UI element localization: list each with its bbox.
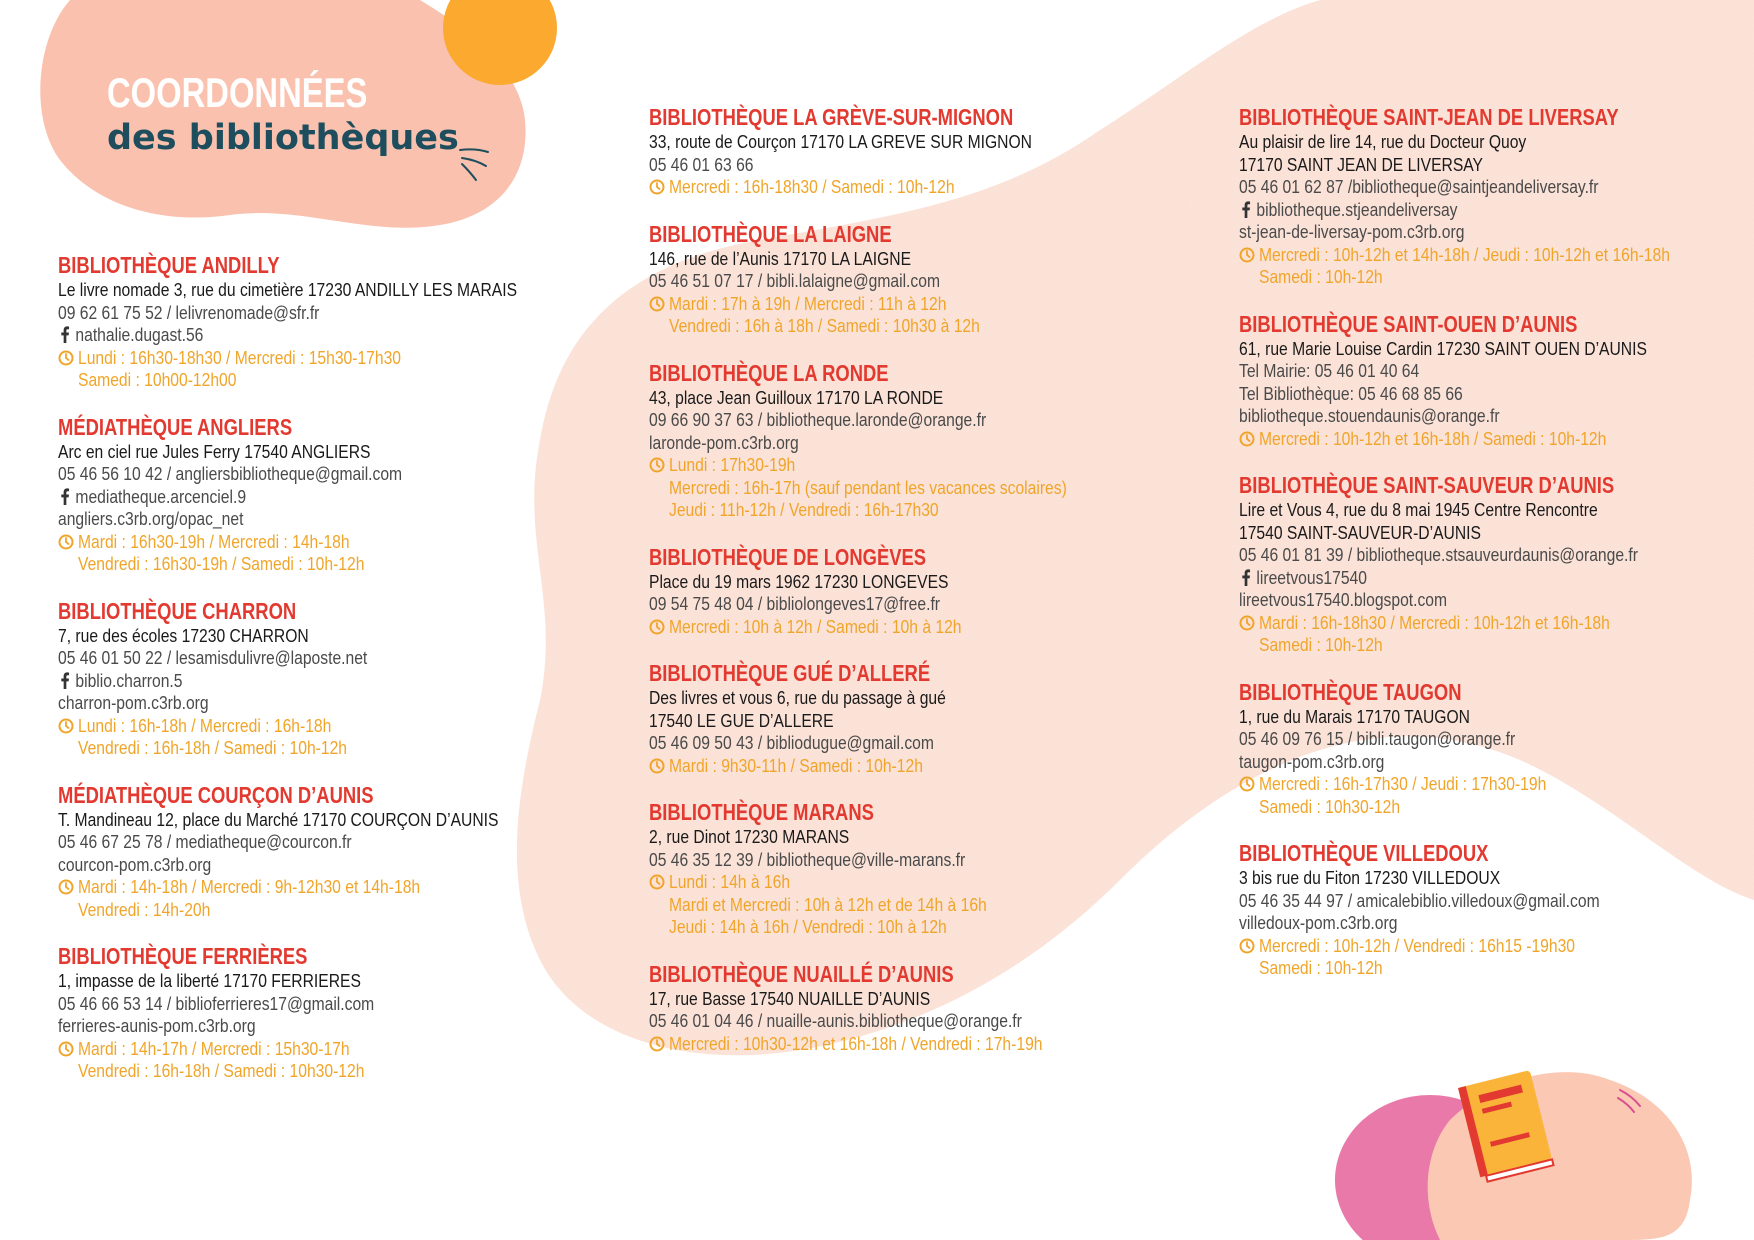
facebook-icon <box>60 672 70 689</box>
clock-icon <box>58 534 74 550</box>
opening-hours <box>649 616 1209 639</box>
opening-hours <box>1239 935 1754 980</box>
library-website[interactable]: ferrieres-aunis-pom.c3rb.org <box>58 1016 256 1036</box>
library-contact: 05 46 09 50 43 / bibliodugue@gmail.com <box>649 733 934 753</box>
clock-icon <box>649 457 665 473</box>
library-entry <box>1239 471 1754 657</box>
facebook-icon <box>1241 201 1251 218</box>
clock-icon <box>58 879 74 895</box>
facebook-link[interactable] <box>58 324 636 347</box>
clock-icon <box>649 296 665 312</box>
library-name: BIBLIOTHÈQUE LA GRÈVE-SUR-MIGNON <box>649 104 1014 130</box>
opening-hours <box>58 715 618 760</box>
opening-hours <box>649 176 1209 199</box>
hours-line: Mercredi : 16h-18h30 / Samedi : 10h-12h <box>669 177 955 197</box>
facebook-link[interactable] <box>1239 199 1754 222</box>
library-name: MÉDIATHÈQUE ANGLIERS <box>58 413 293 440</box>
library-entry <box>58 781 618 922</box>
library-contact: Tel Mairie: 05 46 01 40 64 <box>1239 361 1420 381</box>
library-column-3 <box>1239 103 1754 1001</box>
library-name: BIBLIOTHÈQUE TAUGON <box>1239 678 1462 705</box>
library-name: BIBLIOTHÈQUE SAINT-JEAN DE LIVERSAY <box>1239 104 1619 130</box>
facebook-icon <box>60 326 70 343</box>
library-address: 17170 SAINT JEAN DE LIVERSAY <box>1239 154 1484 175</box>
library-name: BIBLIOTHÈQUE FERRIÈRES <box>58 943 308 969</box>
facebook-handle: biblio.charron.5 <box>75 670 183 691</box>
library-name: BIBLIOTHÈQUE LA RONDE <box>649 359 889 386</box>
opening-hours <box>649 755 1209 778</box>
hours-line: Mardi : 14h-17h / Mercredi : 15h30-17h <box>78 1038 350 1059</box>
hours-line: Jeudi : 14h à 16h / Vendredi : 10h à 12h <box>669 917 947 937</box>
clock-icon <box>1239 615 1255 631</box>
opening-hours <box>1239 773 1754 818</box>
hours-line: Vendredi : 16h-18h / Samedi : 10h30-12h <box>78 1061 365 1081</box>
library-entry <box>58 251 618 392</box>
hours-line: Mercredi : 10h-12h / Vendredi : 16h15 -19h30 <box>1259 935 1576 956</box>
library-name: BIBLIOTHÈQUE CHARRON <box>58 597 297 624</box>
library-entry <box>1239 103 1754 289</box>
hours-line: Mardi : 14h-18h / Mercredi : 9h-12h30 et 14h-18h <box>78 877 421 897</box>
hours-line: Mercredi : 10h à 12h / Samedi : 10h à 12h <box>669 616 962 637</box>
clock-icon <box>1239 247 1255 263</box>
hours-line: Samedi : 10h-12h <box>1259 958 1383 978</box>
page-title: COORDONNÉES <box>107 69 368 116</box>
library-website[interactable]: villedoux-pom.c3rb.org <box>1239 913 1398 933</box>
library-address: Place du 19 mars 1962 17230 LONGEVES <box>649 571 949 592</box>
opening-hours <box>58 1038 618 1083</box>
library-address: 17540 SAINT-SAUVEUR-D’AUNIS <box>1239 522 1481 543</box>
hours-line: Mercredi : 10h30-12h et 16h-18h / Vendredi : 17h-19h <box>669 1033 1043 1054</box>
library-address: Au plaisir de lire 14, rue du Docteur Quoy <box>1239 132 1527 152</box>
library-address: Le livre nomade 3, rue du cimetière 17230 ANDILLY LES MARAIS <box>58 280 518 300</box>
clock-icon <box>1239 776 1255 792</box>
library-name: BIBLIOTHÈQUE DE LONGÈVES <box>649 543 927 570</box>
hours-line: Mardi : 16h30-19h / Mercredi : 14h-18h <box>78 531 350 552</box>
library-website[interactable]: angliers.c3rb.org/opac_net <box>58 509 244 529</box>
library-website[interactable]: laronde-pom.c3rb.org <box>649 432 799 453</box>
library-name: MÉDIATHÈQUE COURÇON D’AUNIS <box>58 781 374 808</box>
library-contact: 05 46 56 10 42 / angliersbibliotheque@gmail.com <box>58 464 403 484</box>
library-website[interactable]: courcon-pom.c3rb.org <box>58 854 212 875</box>
library-address: 1, rue du Marais 17170 TAUGON <box>1239 706 1470 727</box>
library-entry <box>649 220 1209 338</box>
clock-icon <box>58 1041 74 1057</box>
library-address: 17, rue Basse 17540 NUAILLE D’AUNIS <box>649 988 931 1009</box>
clock-icon <box>1239 938 1255 954</box>
opening-hours <box>1239 428 1754 451</box>
opening-hours <box>1239 612 1754 657</box>
opening-hours <box>649 1033 1209 1056</box>
library-name: BIBLIOTHÈQUE LA LAIGNE <box>649 220 892 247</box>
hours-line: Samedi : 10h-12h <box>1259 635 1383 655</box>
clock-icon <box>649 874 665 890</box>
hours-line: Mercredi : 16h-17h (sauf pendant les vacances scolaires) <box>669 477 1067 498</box>
facebook-handle: nathalie.dugast.56 <box>75 325 204 345</box>
library-entry <box>1239 310 1754 451</box>
library-address: 146, rue de l’Aunis 17170 LA LAIGNE <box>649 248 912 269</box>
library-address: Lire et Vous 4, rue du 8 mai 1945 Centre Rencontre <box>1239 500 1598 520</box>
facebook-icon <box>1241 569 1251 586</box>
hours-line: Mercredi : 10h-12h et 16h-18h / Samedi : 10h-12h <box>1259 428 1607 449</box>
library-contact: Tel Bibliothèque: 05 46 68 85 66 <box>1239 383 1463 404</box>
hours-line: Lundi : 14h à 16h <box>669 872 791 892</box>
library-contact: 05 46 01 04 46 / nuaille-aunis.bibliotheque@orange.fr <box>649 1011 1022 1031</box>
hours-line: Lundi : 16h-18h / Mercredi : 16h-18h <box>78 715 332 736</box>
facebook-link[interactable] <box>1239 567 1754 590</box>
library-entry <box>1239 678 1754 819</box>
hours-line: Lundi : 17h30-19h <box>669 455 796 475</box>
clock-icon <box>649 179 665 195</box>
library-contact: 09 62 61 75 52 / lelivrenomade@sfr.fr <box>58 302 320 323</box>
hours-line: Samedi : 10h-12h <box>1259 267 1383 287</box>
opening-hours <box>649 871 1209 939</box>
library-entry <box>649 960 1209 1056</box>
library-address: 3 bis rue du Fiton 17230 VILLEDOUX <box>1239 868 1501 888</box>
hours-line: Mardi : 17h à 19h / Mercredi : 11h à 12h <box>669 293 947 314</box>
library-address: T. Mandineau 12, place du Marché 17170 COURÇON D’AUNIS <box>58 809 499 830</box>
library-name: BIBLIOTHÈQUE GUÉ D’ALLERÉ <box>649 660 931 686</box>
page-subtitle: des bibliothèques <box>107 118 459 158</box>
hours-line: Vendredi : 16h30-19h / Samedi : 10h-12h <box>78 554 365 574</box>
library-contact: 09 66 90 37 63 / bibliotheque.laronde@orange.fr <box>649 410 987 430</box>
hours-line: Jeudi : 11h-12h / Vendredi : 16h-17h30 <box>669 500 939 520</box>
library-entry <box>58 413 618 576</box>
library-entry <box>649 359 1209 522</box>
opening-hours <box>58 347 618 392</box>
library-entry <box>649 543 1209 639</box>
library-address: 7, rue des écoles 17230 CHARRON <box>58 625 309 646</box>
clock-icon <box>1239 431 1255 447</box>
library-contact: 05 46 01 50 22 / lesamisdulivre@laposte.net <box>58 648 368 668</box>
library-name: BIBLIOTHÈQUE SAINT-OUEN D’AUNIS <box>1239 310 1578 337</box>
library-website[interactable]: st-jean-de-liversay-pom.c3rb.org <box>1239 222 1465 242</box>
library-contact: 05 46 35 12 39 / bibliotheque@ville-marans.fr <box>649 849 966 870</box>
library-address: Des livres et vous 6, rue du passage à gué <box>649 688 946 708</box>
hours-line: Mercredi : 16h-17h30 / Jeudi : 17h30-19h <box>1259 774 1547 794</box>
library-address: 43, place Jean Guilloux 17170 LA RONDE <box>649 387 944 408</box>
library-address: 1, impasse de la liberté 17170 FERRIERES <box>58 971 361 991</box>
library-entry <box>649 798 1209 939</box>
library-name: BIBLIOTHÈQUE MARANS <box>649 799 874 825</box>
library-column-2 <box>649 103 1209 1076</box>
clock-icon <box>649 1036 665 1052</box>
clock-icon <box>58 350 74 366</box>
library-address: 33, route de Courçon 17170 LA GREVE SUR MIGNON <box>649 132 1032 152</box>
library-address: 61, rue Marie Louise Cardin 17230 SAINT OUEN D’AUNIS <box>1239 338 1647 359</box>
library-contact: 05 46 09 76 15 / bibli.taugon@orange.fr <box>1239 729 1516 749</box>
hours-line: Vendredi : 14h-20h <box>78 899 211 920</box>
library-contact: 05 46 35 44 97 / amicalebiblio.villedoux@gmail.com <box>1239 890 1600 911</box>
library-address: 17540 LE GUE D’ALLERE <box>649 710 834 731</box>
library-website[interactable]: taugon-pom.c3rb.org <box>1239 751 1385 772</box>
hours-line: Vendredi : 16h à 18h / Samedi : 10h30 à 12h <box>669 316 980 336</box>
library-contact: 05 46 01 63 66 <box>649 154 754 175</box>
hours-line: Mercredi : 10h-12h et 14h-18h / Jeudi : 10h-12h et 16h-18h <box>1259 244 1670 265</box>
library-address: Arc en ciel rue Jules Ferry 17540 ANGLIERS <box>58 441 371 462</box>
facebook-handle: mediatheque.arcenciel.9 <box>75 486 247 507</box>
library-name: BIBLIOTHÈQUE SAINT-SAUVEUR D’AUNIS <box>1239 472 1615 498</box>
library-contact: 05 46 51 07 17 / bibli.lalaigne@gmail.com <box>649 271 941 291</box>
page-header <box>107 70 459 160</box>
facebook-link[interactable] <box>58 670 636 693</box>
clock-icon <box>649 619 665 635</box>
facebook-icon <box>60 488 70 505</box>
hours-line: Lundi : 16h30-18h30 / Mercredi : 15h30-17h30 <box>78 347 402 368</box>
library-entry <box>649 103 1209 199</box>
opening-hours <box>1239 244 1754 289</box>
clock-icon <box>58 718 74 734</box>
library-entry <box>58 942 618 1083</box>
hours-line: Mardi et Mercredi : 10h à 12h et de 14h à 16h <box>669 894 987 915</box>
hours-line: Mardi : 9h30-11h / Samedi : 10h-12h <box>669 755 923 776</box>
library-website[interactable]: lireetvous17540.blogspot.com <box>1239 590 1448 610</box>
facebook-handle: lireetvous17540 <box>1256 567 1367 588</box>
opening-hours <box>649 293 1209 338</box>
library-contact: 09 54 75 48 04 / bibliolongeves17@free.fr <box>649 594 941 614</box>
library-entry <box>649 659 1209 777</box>
facebook-handle: bibliotheque.stjeandeliversay <box>1256 199 1458 220</box>
library-contact: 05 46 67 25 78 / mediatheque@courcon.fr <box>58 832 352 852</box>
facebook-link[interactable] <box>58 486 636 509</box>
library-name: BIBLIOTHÈQUE VILLEDOUX <box>1239 840 1489 866</box>
library-name: BIBLIOTHÈQUE ANDILLY <box>58 252 280 278</box>
opening-hours <box>58 531 618 576</box>
opening-hours <box>649 454 1209 522</box>
library-address: 2, rue Dinot 17230 MARANS <box>649 827 850 847</box>
clock-icon <box>649 758 665 774</box>
hours-line: Samedi : 10h00-12h00 <box>78 370 237 390</box>
library-entry <box>1239 839 1754 980</box>
library-column-1 <box>58 251 618 1104</box>
library-contact: 05 46 01 62 87 /bibliotheque@saintjeandeliversay.fr <box>1239 177 1599 197</box>
hours-line: Samedi : 10h30-12h <box>1259 796 1401 817</box>
opening-hours <box>58 876 618 921</box>
library-contact: bibliotheque.stouendaunis@orange.fr <box>1239 406 1500 426</box>
library-website[interactable]: charron-pom.c3rb.org <box>58 693 209 713</box>
library-contact: 05 46 01 81 39 / bibliotheque.stsauveurdaunis@orange.fr <box>1239 545 1638 565</box>
library-entry <box>58 597 618 760</box>
library-contact: 05 46 66 53 14 / biblioferrieres17@gmail.com <box>58 993 375 1014</box>
library-name: BIBLIOTHÈQUE NUAILLÉ D’AUNIS <box>649 960 954 987</box>
hours-line: Mardi : 16h-18h30 / Mercredi : 10h-12h et 16h-18h <box>1259 612 1610 633</box>
hours-line: Vendredi : 16h-18h / Samedi : 10h-12h <box>78 738 348 758</box>
